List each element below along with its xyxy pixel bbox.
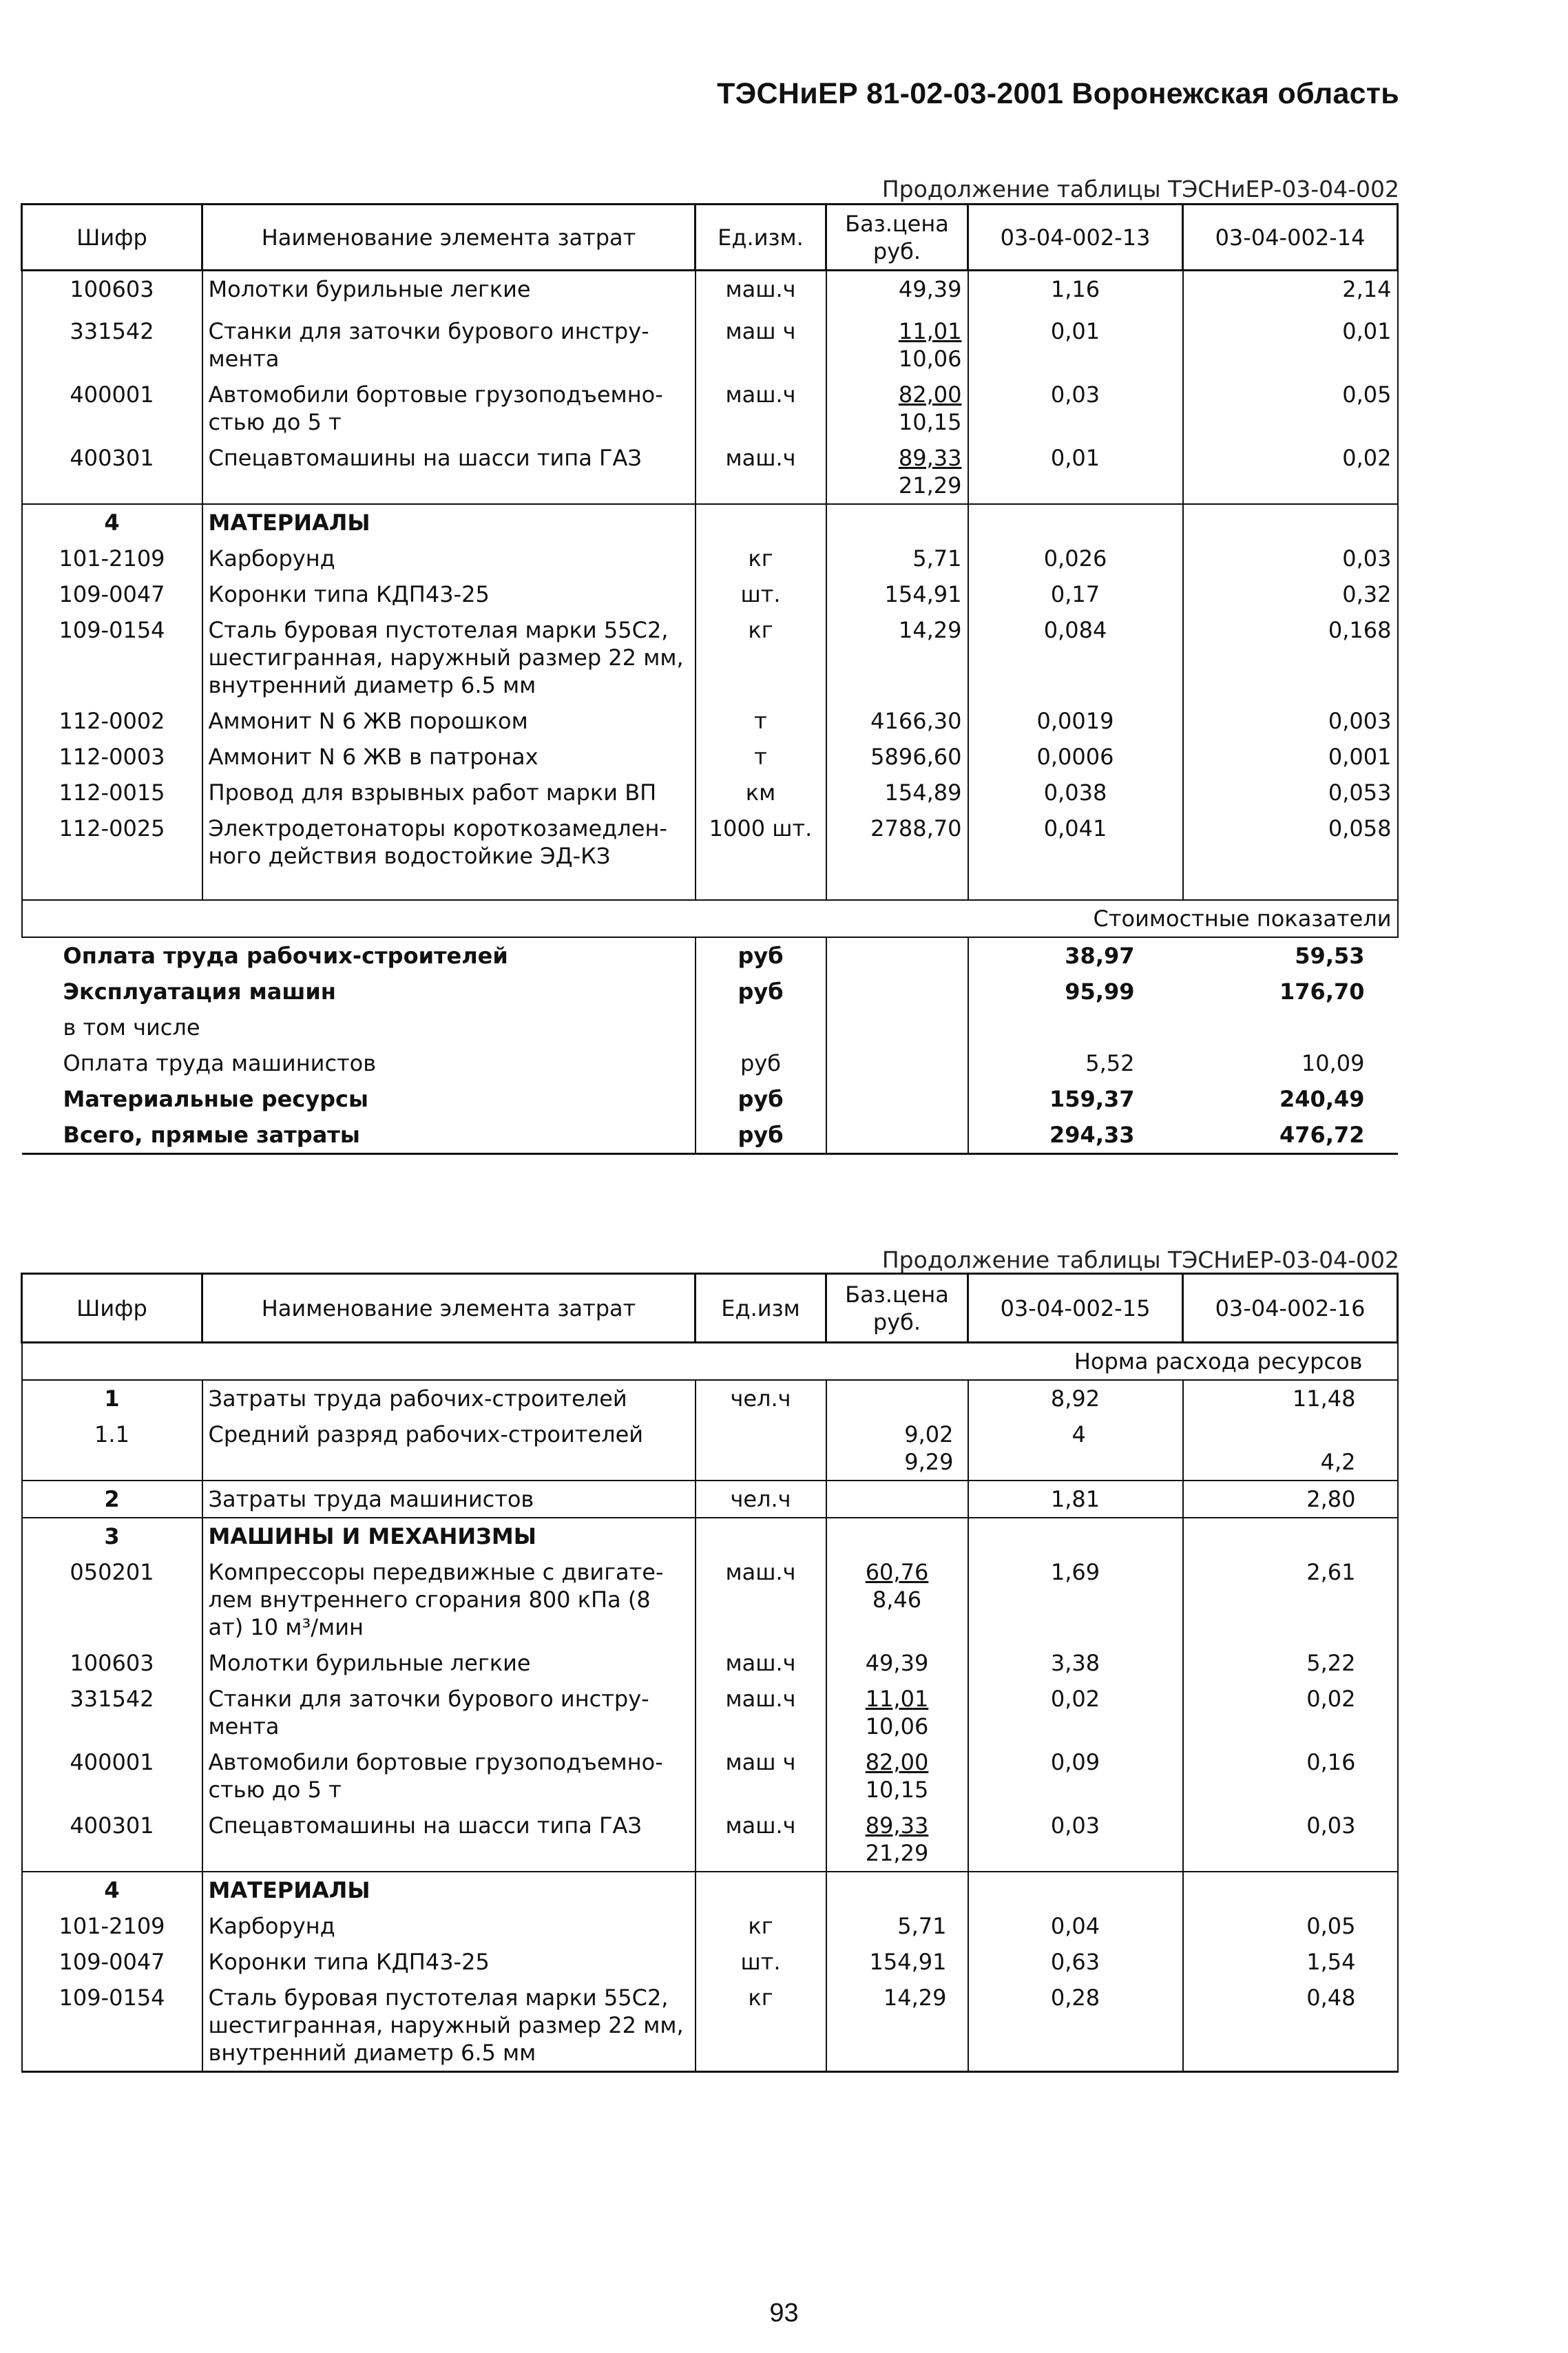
price-value: 60,76 xyxy=(865,1559,929,1585)
cost-row xyxy=(22,1010,1398,1045)
price-wage-value: 10,15 xyxy=(865,1777,929,1803)
row-code: 400001 xyxy=(22,377,202,440)
price-value: 89,33 xyxy=(865,1812,929,1839)
document-header-title: ТЭСНиЕР 81-02-03-2001 Воронежская область xyxy=(717,77,1399,110)
row-unit: маш.ч xyxy=(696,1645,826,1681)
row-value-15: 1,69 xyxy=(968,1554,1183,1645)
row-value-16: 0,48 xyxy=(1183,1980,1398,2072)
cost-unit: руб xyxy=(696,974,826,1010)
table-row xyxy=(22,703,1398,739)
table-row xyxy=(22,1908,1398,1944)
table-row xyxy=(22,1980,1398,2072)
price-value: 82,00 xyxy=(865,1749,929,1775)
row-unit: маш.ч xyxy=(696,440,826,504)
row-value-14: 0,02 xyxy=(1183,440,1398,504)
section-row-materials xyxy=(22,1872,1398,1908)
row-price xyxy=(826,313,968,377)
price-value: 11,01 xyxy=(898,317,962,344)
row-value-15: 0,09 xyxy=(968,1744,1183,1808)
row-value-15: 0,02 xyxy=(968,1681,1183,1744)
row-value-14: 0,058 xyxy=(1183,811,1398,900)
section-number: 3 xyxy=(22,1518,202,1554)
row-unit: маш ч xyxy=(696,1744,826,1808)
row-name: Спецавтомашины на шасси типа ГАЗ xyxy=(202,1808,696,1872)
table-row xyxy=(22,1645,1398,1681)
row-value-13: 0,01 xyxy=(968,440,1183,504)
cost-value-13: 95,99 xyxy=(968,974,1183,1010)
row-name: Средний разряд рабочих-строителей xyxy=(202,1416,696,1481)
row-code: 400301 xyxy=(22,440,202,504)
row-price: 5896,60 xyxy=(826,739,968,775)
row-name: Аммонит N 6 ЖВ в патронах xyxy=(202,739,696,775)
cost-value-14: 240,49 xyxy=(1279,1085,1365,1112)
table-row xyxy=(22,739,1398,775)
table2-continuation-caption: Продолжение таблицы ТЭСНиЕР-03-04-002 xyxy=(881,1246,1399,1273)
row-name: Аммонит N 6 ЖВ порошком xyxy=(202,703,696,739)
row-value-14: 0,05 xyxy=(1183,377,1398,440)
cost-unit: руб xyxy=(696,937,826,974)
row-price: 49,39 xyxy=(826,1645,968,1681)
price-value: 89,33 xyxy=(898,444,962,471)
row-value-16: 0,05 xyxy=(1183,1908,1398,1944)
row-value-13: 0,041 xyxy=(968,811,1183,900)
row-value-15: 8,92 xyxy=(968,1380,1183,1416)
table-row xyxy=(22,1744,1398,1808)
cost-row xyxy=(22,1045,1398,1081)
row-unit: т xyxy=(696,703,826,739)
row-value-13: 0,084 xyxy=(968,612,1183,703)
cost-value-14: 10,09 xyxy=(1301,1049,1365,1076)
row-name: Автомобили бортовые грузоподъемно-стью до 5 т xyxy=(202,1744,696,1808)
row-unit: 1000 шт. xyxy=(696,811,826,900)
cost-value-13: 38,97 xyxy=(968,937,1183,974)
row-code: 331542 xyxy=(22,1681,202,1744)
section-row-machines xyxy=(22,1518,1398,1554)
row-code: 100603 xyxy=(22,271,202,313)
row-unit: км xyxy=(696,775,826,811)
price-wage-value: 8,46 xyxy=(872,1587,922,1613)
row-value-14: 0,053 xyxy=(1183,775,1398,811)
cost-label: Оплата труда машинистов xyxy=(63,1049,377,1076)
row-value-15: 0,04 xyxy=(968,1908,1183,1944)
row-price xyxy=(826,1554,968,1645)
cost-unit: руб xyxy=(696,1045,826,1081)
row-unit: кг xyxy=(696,1980,826,2072)
row-price xyxy=(826,1808,968,1872)
col-header-price: Баз.цена руб. xyxy=(826,205,968,271)
row-name: Провод для взрывных работ марки ВП xyxy=(202,775,696,811)
row-name: Станки для заточки бурового инстру-мента xyxy=(202,1681,696,1744)
cost-value-13: 294,33 xyxy=(968,1117,1183,1154)
row-value-15: 0,63 xyxy=(968,1944,1183,1980)
col-header-norm-13: 03-04-002-13 xyxy=(968,205,1183,271)
row-code: 109-0154 xyxy=(22,612,202,703)
cost-row xyxy=(22,1117,1398,1154)
cost-label: Всего, прямые затраты xyxy=(22,1117,696,1154)
cost-value-14: 59,53 xyxy=(1183,937,1398,974)
row-name: Затраты труда машинистов xyxy=(202,1481,696,1518)
row-name: Спецавтомашины на шасси типа ГАЗ xyxy=(202,440,696,504)
row-price xyxy=(826,1681,968,1744)
row-unit: шт. xyxy=(696,576,826,612)
row-name: Карборунд xyxy=(202,1908,696,1944)
row-unit: маш ч xyxy=(696,313,826,377)
row-name: Молотки бурильные легкие xyxy=(202,271,696,313)
norm-heading: Норма расхода ресурсов xyxy=(968,1343,1398,1381)
table-row xyxy=(22,612,1398,703)
row-value-14: 0,168 xyxy=(1183,612,1398,703)
row-value-16: 11,48 xyxy=(1183,1380,1398,1416)
table-row xyxy=(22,271,1398,313)
row-unit: чел.ч xyxy=(696,1380,826,1416)
cost-label: Материальные ресурсы xyxy=(63,1085,368,1112)
section-title: МАТЕРИАЛЫ xyxy=(202,504,696,541)
col-header-code: Шифр xyxy=(22,1274,202,1343)
page-number: 93 xyxy=(769,2299,799,2328)
row-value-13: 0,17 xyxy=(968,576,1183,612)
row-code: 050201 xyxy=(22,1554,202,1645)
price-value: 82,00 xyxy=(898,381,962,408)
row-value-15: 0,28 xyxy=(968,1980,1183,2072)
table-row xyxy=(22,811,1398,900)
row-price xyxy=(826,440,968,504)
cost-label: Эксплуатация машин xyxy=(63,978,336,1005)
cost-unit: руб xyxy=(696,1081,826,1117)
price-wage-value: 21,29 xyxy=(865,1840,929,1866)
row-name: Электродетонаторы короткозамедлен-ного действия водостойкие ЭД-КЗ xyxy=(202,811,696,900)
cost-value-14: 176,70 xyxy=(1279,978,1365,1005)
table-row xyxy=(22,1681,1398,1744)
price-wage-value: 10,15 xyxy=(898,408,962,435)
rank-15: 9,02 xyxy=(904,1421,954,1447)
table-row xyxy=(22,1808,1398,1872)
row-unit: маш.ч xyxy=(696,377,826,440)
cost-value-13: 5,52 xyxy=(968,1045,1183,1081)
row-price: 154,89 xyxy=(826,775,968,811)
cost-value-14: 476,72 xyxy=(1183,1117,1398,1154)
row-name: Коронки типа КДП43-25 xyxy=(202,576,696,612)
row-value-13: 0,0006 xyxy=(968,739,1183,775)
col-header-code: Шифр xyxy=(22,205,202,271)
row-value-16 xyxy=(1183,1416,1398,1481)
table1-continuation-caption: Продолжение таблицы ТЭСНиЕР-03-04-002 xyxy=(881,176,1399,202)
row-unit: чел.ч xyxy=(696,1481,826,1518)
price-wage-value: 21,29 xyxy=(898,472,962,499)
row-code: 1 xyxy=(22,1380,202,1416)
table-row xyxy=(22,440,1398,504)
table-row xyxy=(22,313,1398,377)
row-value-14: 0,01 xyxy=(1183,313,1398,377)
row-code: 2 xyxy=(22,1481,202,1518)
row-value-15: 1,81 xyxy=(968,1481,1183,1518)
row-code: 400301 xyxy=(22,1808,202,1872)
price-value: 11,01 xyxy=(865,1686,929,1712)
row-unit: маш.ч xyxy=(696,1808,826,1872)
cost-label: в том числе xyxy=(63,1014,200,1040)
row-price: 5,71 xyxy=(826,541,968,576)
price-wage-value: 10,06 xyxy=(898,345,962,372)
row-code: 400001 xyxy=(22,1744,202,1808)
row-name: Коронки типа КДП43-25 xyxy=(202,1944,696,1980)
row-value-14: 0,001 xyxy=(1183,739,1398,775)
row-name: Карборунд xyxy=(202,541,696,576)
row-value-13: 0,01 xyxy=(968,313,1183,377)
row-value-16: 2,61 xyxy=(1183,1554,1398,1645)
row-value-16: 1,54 xyxy=(1183,1944,1398,1980)
row-price: 154,91 xyxy=(826,576,968,612)
row-price: 2788,70 xyxy=(826,811,968,900)
row-value-14: 0,003 xyxy=(1183,703,1398,739)
row-unit: маш.ч xyxy=(696,1554,826,1645)
resource-table-1 xyxy=(21,203,1399,1155)
row-code: 100603 xyxy=(22,1645,202,1681)
row-unit: маш.ч xyxy=(696,271,826,313)
row-code: 109-0047 xyxy=(22,576,202,612)
cost-label: Оплата труда рабочих-строителей xyxy=(22,937,696,974)
row-value-15: 4 xyxy=(968,1416,1183,1481)
row-unit: кг xyxy=(696,541,826,576)
row-price: 5,71 xyxy=(826,1908,968,1944)
row-value-14: 0,32 xyxy=(1183,576,1398,612)
table-row xyxy=(22,1416,1398,1481)
norm-header-row xyxy=(22,1343,1398,1381)
table-row xyxy=(22,775,1398,811)
col-header-name: Наименование элемента затрат xyxy=(202,205,696,271)
table-row xyxy=(22,377,1398,440)
row-price: 49,39 xyxy=(826,271,968,313)
table-row xyxy=(22,541,1398,576)
table-row xyxy=(22,576,1398,612)
row-code: 331542 xyxy=(22,313,202,377)
row-unit: т xyxy=(696,739,826,775)
row-value-14: 0,03 xyxy=(1183,541,1398,576)
col-header-name: Наименование элемента затрат xyxy=(202,1274,696,1343)
row-value-16: 5,22 xyxy=(1183,1645,1398,1681)
price-wage-value: 10,06 xyxy=(865,1713,929,1739)
cost-header-row xyxy=(22,900,1398,937)
cost-row xyxy=(22,937,1398,974)
row-name: Сталь буровая пустотелая марки 55С2, шестигранная, наружный размер 22 мм, внутренний диаметр 6.5 мм xyxy=(202,612,696,703)
row-price: 154,91 xyxy=(826,1944,968,1980)
row-price: 14,29 xyxy=(826,1980,968,2072)
row-price: 4166,30 xyxy=(826,703,968,739)
col-header-unit: Ед.изм xyxy=(696,1274,826,1343)
section-title: МАТЕРИАЛЫ xyxy=(202,1872,696,1908)
row-code: 101-2109 xyxy=(22,541,202,576)
row-name: Станки для заточки бурового инстру-мента xyxy=(202,313,696,377)
section-row-materials xyxy=(22,504,1398,541)
row-unit: кг xyxy=(696,612,826,703)
cost-value-13: 159,37 xyxy=(968,1081,1183,1117)
table-row xyxy=(22,1380,1398,1416)
row-value-13: 0,03 xyxy=(968,377,1183,440)
col-header-norm-14: 03-04-002-14 xyxy=(1183,205,1398,271)
col-header-unit: Ед.изм. xyxy=(696,205,826,271)
row-code: 112-0002 xyxy=(22,703,202,739)
row-value-15: 3,38 xyxy=(968,1645,1183,1681)
row-unit: шт. xyxy=(696,1944,826,1980)
cost-row xyxy=(22,974,1398,1010)
row-name: Автомобили бортовые грузоподъемно-стью до 5 т xyxy=(202,377,696,440)
row-value-16: 2,80 xyxy=(1183,1481,1398,1518)
row-code: 112-0003 xyxy=(22,739,202,775)
table-row xyxy=(22,1481,1398,1518)
rank-value-16: 4,2 xyxy=(1320,1449,1356,1475)
row-value-16: 0,03 xyxy=(1183,1808,1398,1872)
row-name: Сталь буровая пустотелая марки 55С2, шестигранная, наружный размер 22 мм, внутренний диаметр 6.5 мм xyxy=(202,1980,696,2072)
table-row xyxy=(22,1554,1398,1645)
row-name: Затраты труда рабочих-строителей xyxy=(202,1380,696,1416)
row-code: 109-0154 xyxy=(22,1980,202,2072)
row-name: Молотки бурильные легкие xyxy=(202,1645,696,1681)
row-code: 112-0025 xyxy=(22,811,202,900)
col-header-price: Баз.цена руб. xyxy=(826,1274,968,1343)
cost-unit: руб xyxy=(696,1117,826,1154)
section-number: 4 xyxy=(22,504,202,541)
row-code: 1.1 xyxy=(22,1416,202,1481)
row-value-16: 0,16 xyxy=(1183,1744,1398,1808)
rank-16: 9,29 xyxy=(904,1449,954,1475)
cost-indicators-heading: Стоимостные показатели xyxy=(968,900,1398,937)
row-value-16: 0,02 xyxy=(1183,1681,1398,1744)
row-name: Компрессоры передвижные с двигате-лем внутреннего сгорания 800 кПа (8 ат) 10 м³/мин xyxy=(202,1554,696,1645)
row-code: 112-0015 xyxy=(22,775,202,811)
row-price xyxy=(826,377,968,440)
row-value-13: 0,0019 xyxy=(968,703,1183,739)
row-price xyxy=(826,1744,968,1808)
col-header-norm-15: 03-04-002-15 xyxy=(968,1274,1183,1343)
row-unit: маш.ч xyxy=(696,1681,826,1744)
section-title: МАШИНЫ И МЕХАНИЗМЫ xyxy=(202,1518,696,1554)
row-value-14: 2,14 xyxy=(1183,271,1398,313)
table-row xyxy=(22,1944,1398,1980)
row-code: 101-2109 xyxy=(22,1908,202,1944)
row-price: 14,29 xyxy=(826,612,968,703)
row-price xyxy=(826,1416,968,1481)
cost-row xyxy=(22,1081,1398,1117)
row-code: 109-0047 xyxy=(22,1944,202,1980)
section-number: 4 xyxy=(22,1872,202,1908)
row-value-15: 0,03 xyxy=(968,1808,1183,1872)
col-header-norm-16: 03-04-002-16 xyxy=(1183,1274,1398,1343)
row-unit: кг xyxy=(696,1908,826,1944)
resource-table-2 xyxy=(21,1273,1399,2073)
row-value-13: 0,038 xyxy=(968,775,1183,811)
row-value-13: 1,16 xyxy=(968,271,1183,313)
row-value-13: 0,026 xyxy=(968,541,1183,576)
